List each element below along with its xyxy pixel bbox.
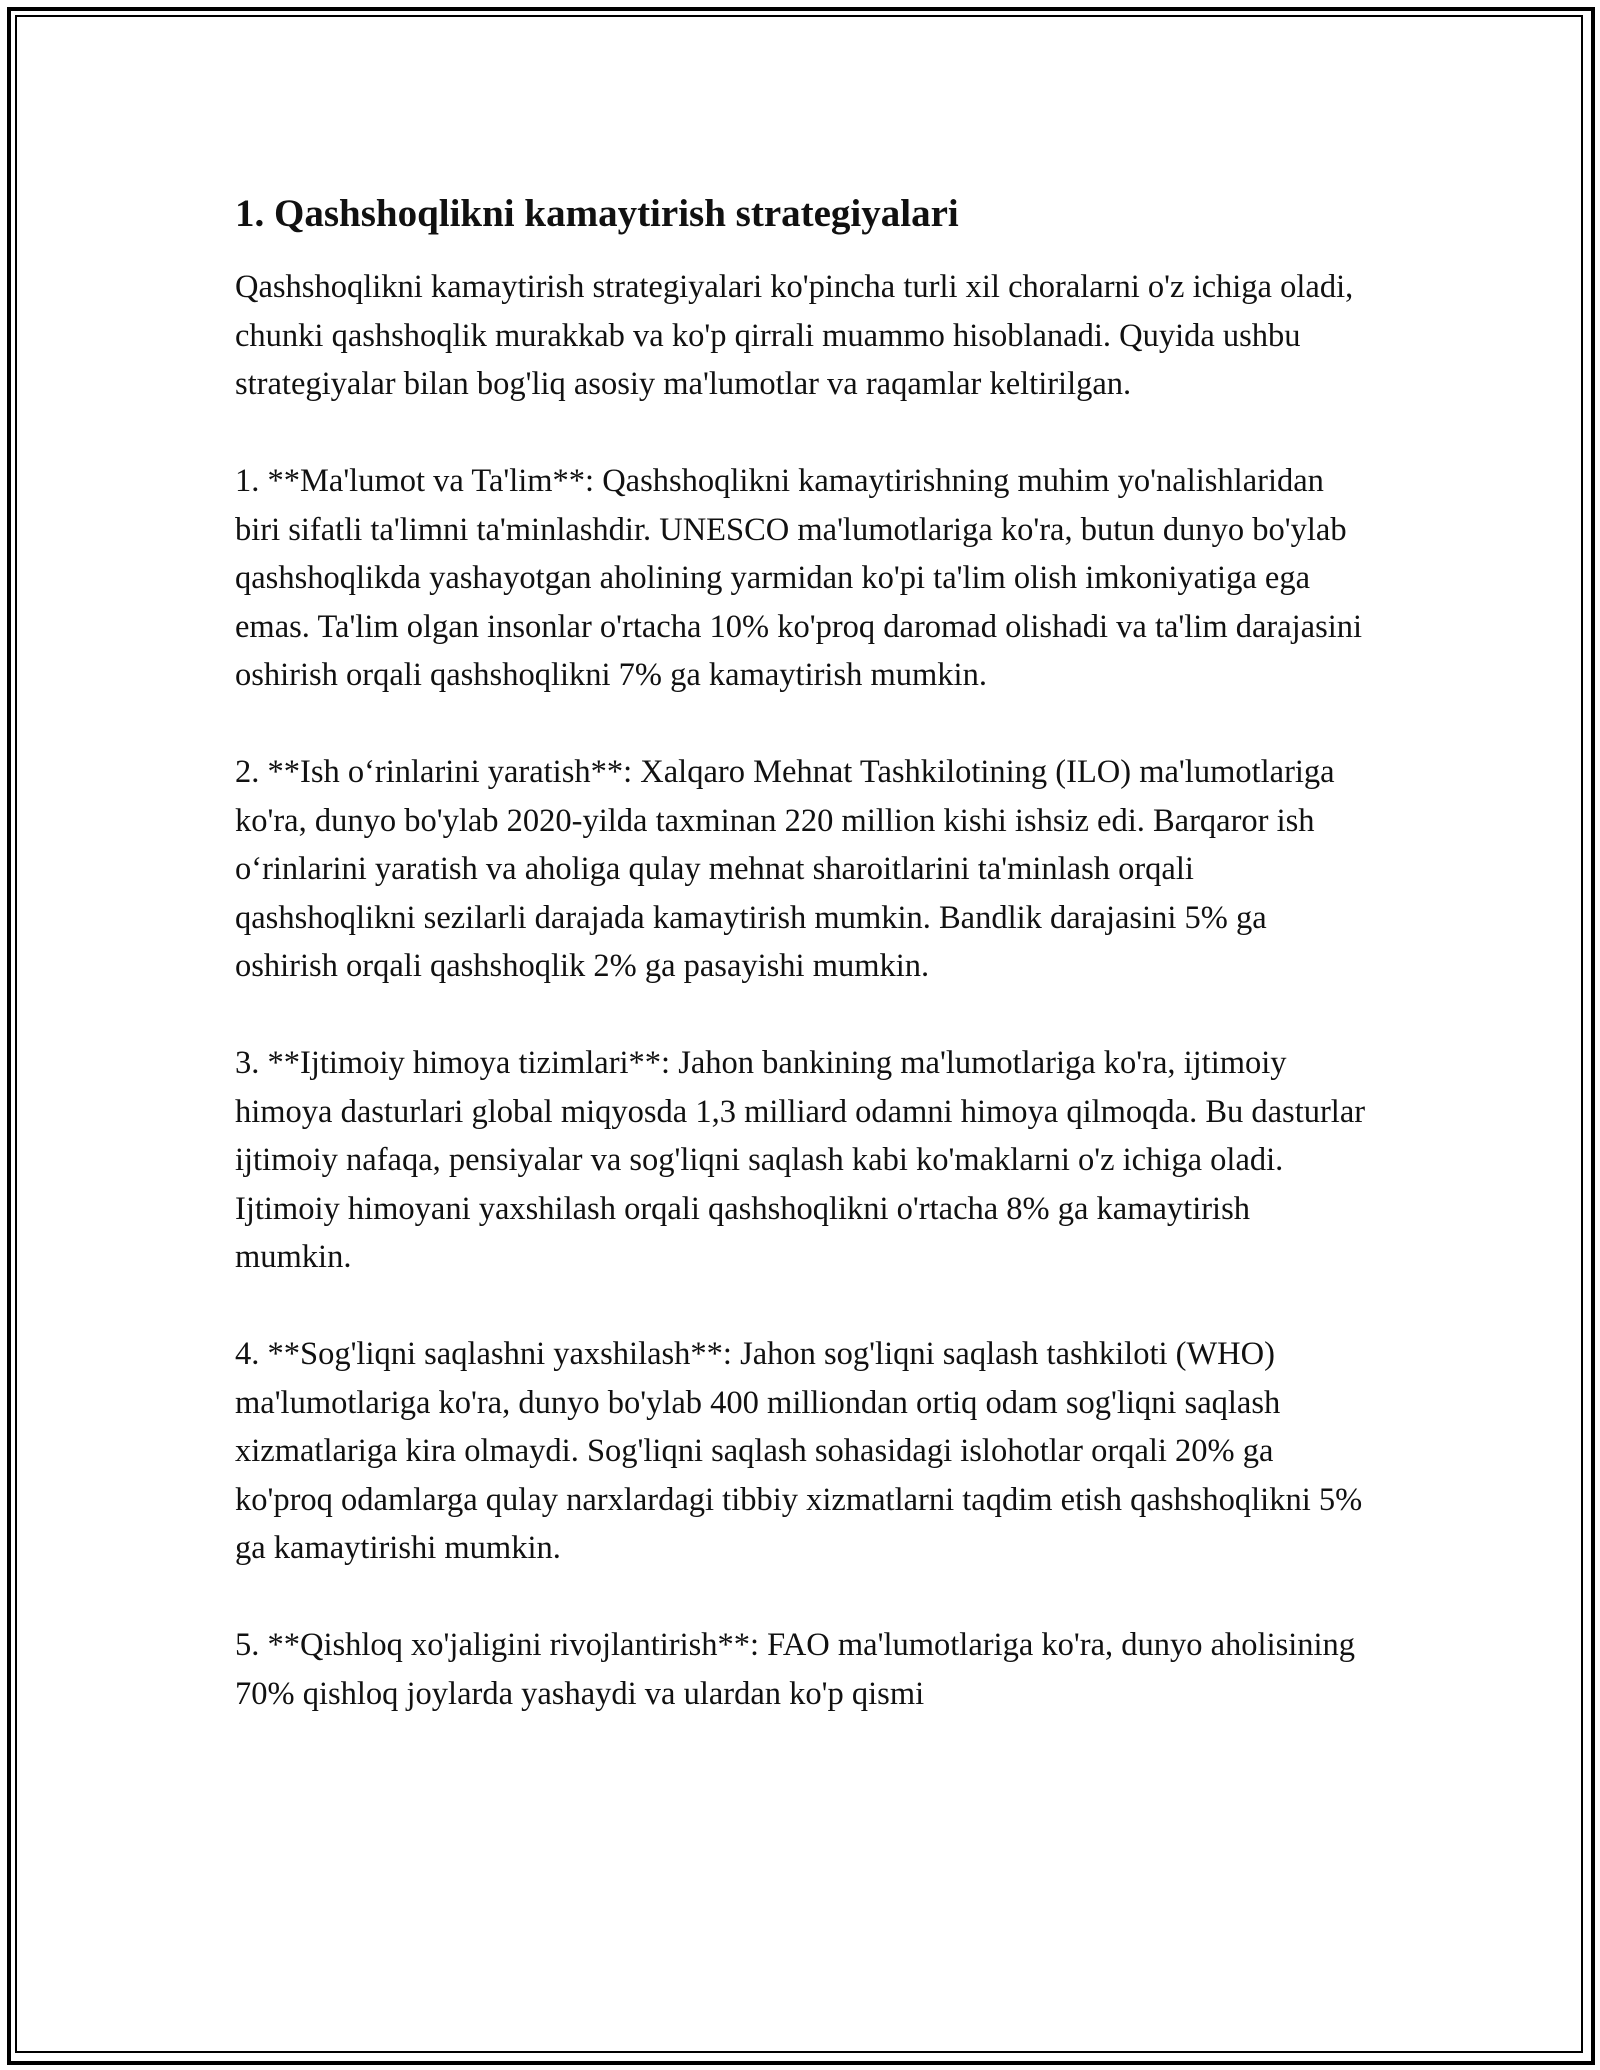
paragraph-job-creation: 2. **Ish o‘rinlarini yaratish**: Xalqaro Mehnat Tashkilotining (ILO) ma'lumotlariga ko'ra, dunyo bo'ylab 2020-yilda taxminan 220 million kishi ishsiz edi. Barqaror ish o‘rinlarini yaratish va aholiga qulay mehnat sharoitlarini ta'minlash orqali qashshoqlikni sezilarli darajada kamaytirish mumkin. Bandlik darajasini 5% ga oshirish orqali qashshoqlik 2% ga pasayishi mumkin. [235,754,1335,984]
paragraph-social-protection: 3. **Ijtimoiy himoya tizimlari**: Jahon bankining ma'lumotlariga ko'ra, ijtimoiy himoya dasturlari global miqyosda 1,3 milliard odamni himoya qilmoqda. Bu dasturlar ijtimoiy nafaqa, pensiyalar va sog'liqni saqlash kabi ko'maklarni o'z ichiga oladi. Ijtimoiy himoyani yaxshilash orqali qashshoqlikni o'rtacha 8% ga kamaytirish mumkin. [235,1045,1366,1275]
section-heading: 1. Qashshoqlikni kamaytirish strategiyalari [235,192,959,235]
document-body [235,188,1370,1767]
paragraph-education: 1. **Ma'lumot va Ta'lim**: Qashshoqlikni kamaytirishning muhim yo'nalishlaridan biri sifatli ta'limni ta'minlashdir. UNESCO ma'lumotlariga ko'ra, butun dunyo bo'ylab qashshoqlikda yashayotgan aholining yarmidan ko'pi ta'lim olish imkoniyatiga ega emas. Ta'lim olgan insonlar o'rtacha 10% ko'proq daromad olishadi va ta'lim darajasini oshirish orqali qashshoqlikni 7% ga kamaytirish mumkin. [235,463,1363,693]
paragraph-healthcare: 4. **Sog'liqni saqlashni yaxshilash**: Jahon sog'liqni saqlash tashkiloti (WHO) ma'lumotlariga ko'ra, dunyo bo'ylab 400 milliondan ortiq odam sog'liqni saqlash xizmatlariga kira olmaydi. Sog'liqni saqlash sohasidagi islohotlar orqali 20% ga ko'proq odamlarga qulay narxlardagi tibbiy xizmatlarni taqdim etish qashshoqlikni 5% ga kamaytirishi mumkin. [235,1336,1363,1566]
intro-paragraph: Qashshoqlikni kamaytirish strategiyalari ko'pincha turli xil choralarni o'z ichiga oladi, chunki qashshoqlik murakkab va ko'p qirrali muammo hisoblanadi. Quyida ushbu strategiyalar bilan bog'liq asosiy ma'lumotlar va raqamlar keltirilgan. [235,269,1354,402]
paragraph-agriculture: 5. **Qishloq xo'jaligini rivojlantirish**: FAO ma'lumotlariga ko'ra, dunyo aholisining 70% qishloq joylarda yashaydi va ulardan ko'p qismi [235,1627,1356,1712]
